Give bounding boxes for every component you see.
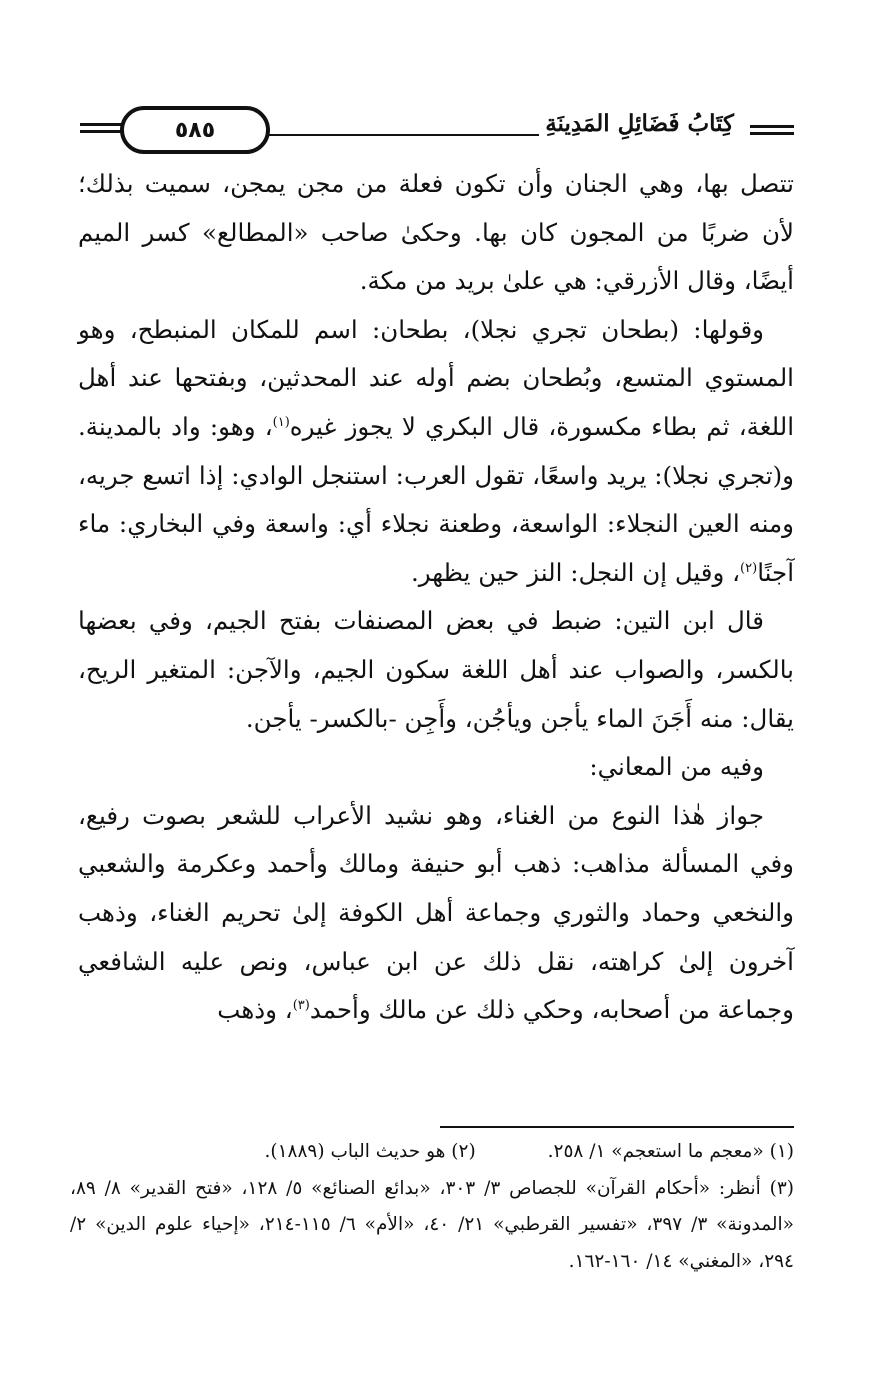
- paragraph-segment: ، وقيل إن النجل: النز حين يظهر.: [410, 557, 741, 587]
- page-number-frame: [120, 106, 270, 154]
- paragraph-segment: ، وهو: واد بالمدينة. و(تجري نجلا): يريد واسعًا، تقول العرب: استنجل الوادي: إذا اتسع جريه، ومنه العين النجلاء: الواسعة، وطعنة نجلاء أي: واسعة وفي البخاري: ماء آجنًا: [78, 411, 794, 587]
- main-text: [78, 160, 794, 1035]
- paragraph: قال ابن التين: ضبط في بعض المصنفات بفتح الجيم، وفي بعضها بالكسر، والصواب عند أهل اللغة سكون الجيم، والآجن: المتغير الريح، يقال: منه أَجَنَ الماء يأجن ويأجُن، وأَجِن -بالكسر- يأجن.: [78, 606, 794, 733]
- header-rule-right: [750, 125, 794, 143]
- paragraph-segment: ، وذهب: [217, 995, 293, 1025]
- paragraph-segment: وقولها: (بطحان تجري نجلا)، بطحان: اسم للمكان المنبطح، وهو المستوي المتسع، وبُطحان بضم أوله عند المحدثين، وبفتحها عند أهل اللغة، ثم بطاء مكسورة، قال البكري لا يجوز غيره: [78, 314, 794, 441]
- footnote-row: [70, 1134, 794, 1171]
- footnotes: [70, 1134, 794, 1280]
- footnote-1: (١) «معجم ما استعجم» ١/ ٢٥٨.: [547, 1141, 794, 1162]
- page-number: ٥٨٥: [174, 117, 216, 143]
- paragraph: [78, 792, 794, 1035]
- paragraph: [78, 306, 794, 598]
- header-rule-middle: [260, 134, 544, 136]
- footnote-2: (٢) هو حديث الباب (١٨٨٩).: [264, 1141, 476, 1162]
- footnote-ref[interactable]: (٣): [292, 998, 310, 1014]
- footnote-separator: [440, 1126, 794, 1128]
- paragraph-segment: جواز هٰذا النوع من الغناء، وهو نشيد الأعراب للشعر بصوت رفيع، وفي المسألة مذاهب: ذهب أبو حنيفة ومالك وأحمد وعكرمة والشعبي والنخعي وحماد والثوري وجماعة أهل الكوفة إلىٰ تحريم الغناء، وذهب آخرون إلىٰ كراهته، نقل ذلك عن ابن عباس، ونص عليه الشافعي وجماعة من أصحابه، وحكي ذلك عن مالك وأحمد: [78, 800, 794, 1025]
- paragraph: وفيه من المعاني:: [589, 752, 764, 782]
- paragraph: تتصل بها، وهي الجنان وأن تكون فعلة من مجن يمجن، سميت بذلك؛ لأن ضربًا من المجون كان بها. وحكىٰ صاحب «المطالع» كسر الميم أيضًا، وقال الأزرقي: هي علىٰ بريد من مكة.: [78, 169, 794, 296]
- running-title: كِتَابُ فَضَائِلِ المَدِينَةِ: [539, 110, 740, 137]
- page-header: [80, 106, 794, 158]
- footnote-ref[interactable]: (١): [272, 414, 290, 430]
- footnote-3: (٣) أنظر: «أحكام القرآن» للجصاص ٣/ ٣٠٣، «بدائع الصنائع» ٥/ ١٢٨، «فتح القدير» ٨/ ٨٩، «المدونة» ٣/ ٣٩٧، «تفسير القرطبي» ٢١/ ٤٠، «الأم» ٦/ ١١٥-٢١٤، «إحياء علوم الدين» ٢/ ٢٩٤، «المغني» ١٤/ ١٦٠-١٦٢.: [70, 1177, 795, 1272]
- footnote-ref[interactable]: (٢): [740, 560, 758, 576]
